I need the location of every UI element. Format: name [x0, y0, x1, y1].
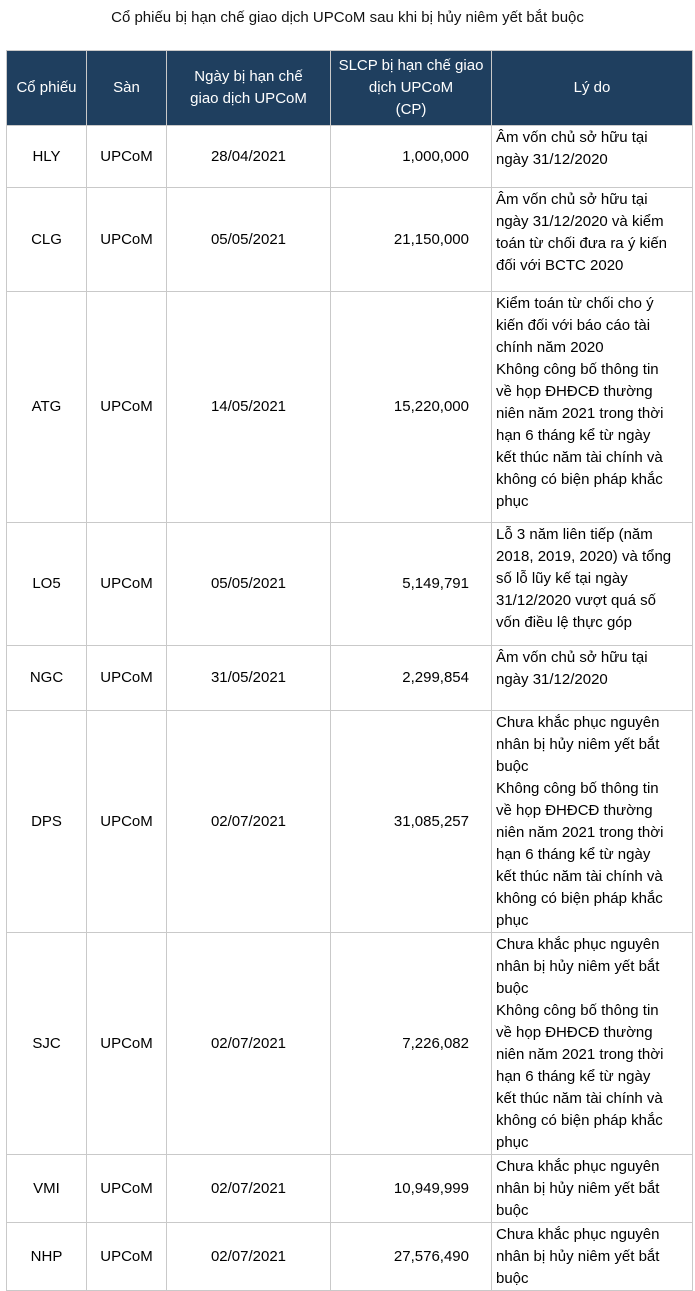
- table-row: [7, 292, 693, 523]
- cell-reason: Chưa khắc phục nguyên nhân bị hủy niêm yết bắt buộc: [492, 1155, 693, 1223]
- table-row: [7, 933, 693, 1155]
- header-exchange: Sàn: [87, 51, 167, 126]
- cell-date: 02/07/2021: [167, 1155, 331, 1223]
- cell-shares: 5,149,791: [331, 523, 492, 646]
- restricted-stocks-table: [6, 50, 693, 1291]
- table-row: [7, 646, 693, 711]
- cell-date: 02/07/2021: [167, 933, 331, 1155]
- cell-date: 31/05/2021: [167, 646, 331, 711]
- cell-reason: Chưa khắc phục nguyên nhân bị hủy niêm yết bắt buộc Không công bố thông tin về họp ĐHĐCĐ thường niên năm 2021 trong thời hạn 6 tháng kể từ ngày kết thúc năm tài chính và không có biện pháp khắc phục: [492, 933, 693, 1155]
- cell-reason: Âm vốn chủ sở hữu tại ngày 31/12/2020: [492, 126, 693, 188]
- page-title: Cổ phiếu bị hạn chế giao dịch UPCoM sau khi bị hủy niêm yết bắt buộc: [111, 9, 584, 26]
- cell-date: 05/05/2021: [167, 188, 331, 292]
- cell-ticker: SJC: [7, 933, 87, 1155]
- cell-ticker: HLY: [7, 126, 87, 188]
- cell-shares: 2,299,854: [331, 646, 492, 711]
- table-header-row: [7, 51, 693, 126]
- cell-ticker: DPS: [7, 711, 87, 933]
- cell-date: 28/04/2021: [167, 126, 331, 188]
- cell-exchange: UPCoM: [87, 523, 167, 646]
- cell-reason: Chưa khắc phục nguyên nhân bị hủy niêm yết bắt buộc Không công bố thông tin về họp ĐHĐCĐ thường niên năm 2021 trong thời hạn 6 tháng kể từ ngày kết thúc năm tài chính và không có biện pháp khắc phục: [492, 711, 693, 933]
- cell-shares: 27,576,490: [331, 1223, 492, 1291]
- cell-reason: Chưa khắc phục nguyên nhân bị hủy niêm yết bắt buộc: [492, 1223, 693, 1291]
- cell-shares: 7,226,082: [331, 933, 492, 1155]
- header-date: Ngày bị hạn chế giao dịch UPCoM: [167, 51, 331, 126]
- cell-exchange: UPCoM: [87, 1223, 167, 1291]
- cell-shares: 31,085,257: [331, 711, 492, 933]
- header-ticker: Cổ phiếu: [7, 51, 87, 126]
- cell-exchange: UPCoM: [87, 933, 167, 1155]
- table-row: [7, 1223, 693, 1291]
- cell-shares: 10,949,999: [331, 1155, 492, 1223]
- cell-ticker: NGC: [7, 646, 87, 711]
- cell-date: 02/07/2021: [167, 711, 331, 933]
- cell-exchange: UPCoM: [87, 188, 167, 292]
- table-row: [7, 523, 693, 646]
- cell-shares: 15,220,000: [331, 292, 492, 523]
- cell-date: 14/05/2021: [167, 292, 331, 523]
- cell-date: 05/05/2021: [167, 523, 331, 646]
- cell-shares: 21,150,000: [331, 188, 492, 292]
- cell-ticker: NHP: [7, 1223, 87, 1291]
- cell-ticker: LO5: [7, 523, 87, 646]
- cell-exchange: UPCoM: [87, 646, 167, 711]
- header-shares: SLCP bị hạn chế giao dịch UPCoM (CP): [331, 51, 492, 126]
- cell-ticker: VMI: [7, 1155, 87, 1223]
- cell-exchange: UPCoM: [87, 1155, 167, 1223]
- cell-exchange: UPCoM: [87, 292, 167, 523]
- cell-ticker: ATG: [7, 292, 87, 523]
- cell-reason: Âm vốn chủ sở hữu tại ngày 31/12/2020 và kiểm toán từ chối đưa ra ý kiến đối với BCTC 2020: [492, 188, 693, 292]
- cell-reason: Âm vốn chủ sở hữu tại ngày 31/12/2020: [492, 646, 693, 711]
- header-reason: Lý do: [492, 51, 693, 126]
- cell-reason: Lỗ 3 năm liên tiếp (năm 2018, 2019, 2020) và tổng số lỗ lũy kế tại ngày 31/12/2020 vượt quá số vốn điều lệ thực góp: [492, 523, 693, 646]
- table-row: [7, 1155, 693, 1223]
- table-row: [7, 711, 693, 933]
- cell-date: 02/07/2021: [167, 1223, 331, 1291]
- cell-reason: Kiểm toán từ chối cho ý kiến đối với báo cáo tài chính năm 2020 Không công bố thông tin về họp ĐHĐCĐ thường niên năm 2021 trong thời hạn 6 tháng kể từ ngày kết thúc năm tài chính và không có biện pháp khắc phục: [492, 292, 693, 523]
- cell-ticker: CLG: [7, 188, 87, 292]
- table-row: [7, 126, 693, 188]
- cell-exchange: UPCoM: [87, 711, 167, 933]
- cell-exchange: UPCoM: [87, 126, 167, 188]
- table-row: [7, 188, 693, 292]
- cell-shares: 1,000,000: [331, 126, 492, 188]
